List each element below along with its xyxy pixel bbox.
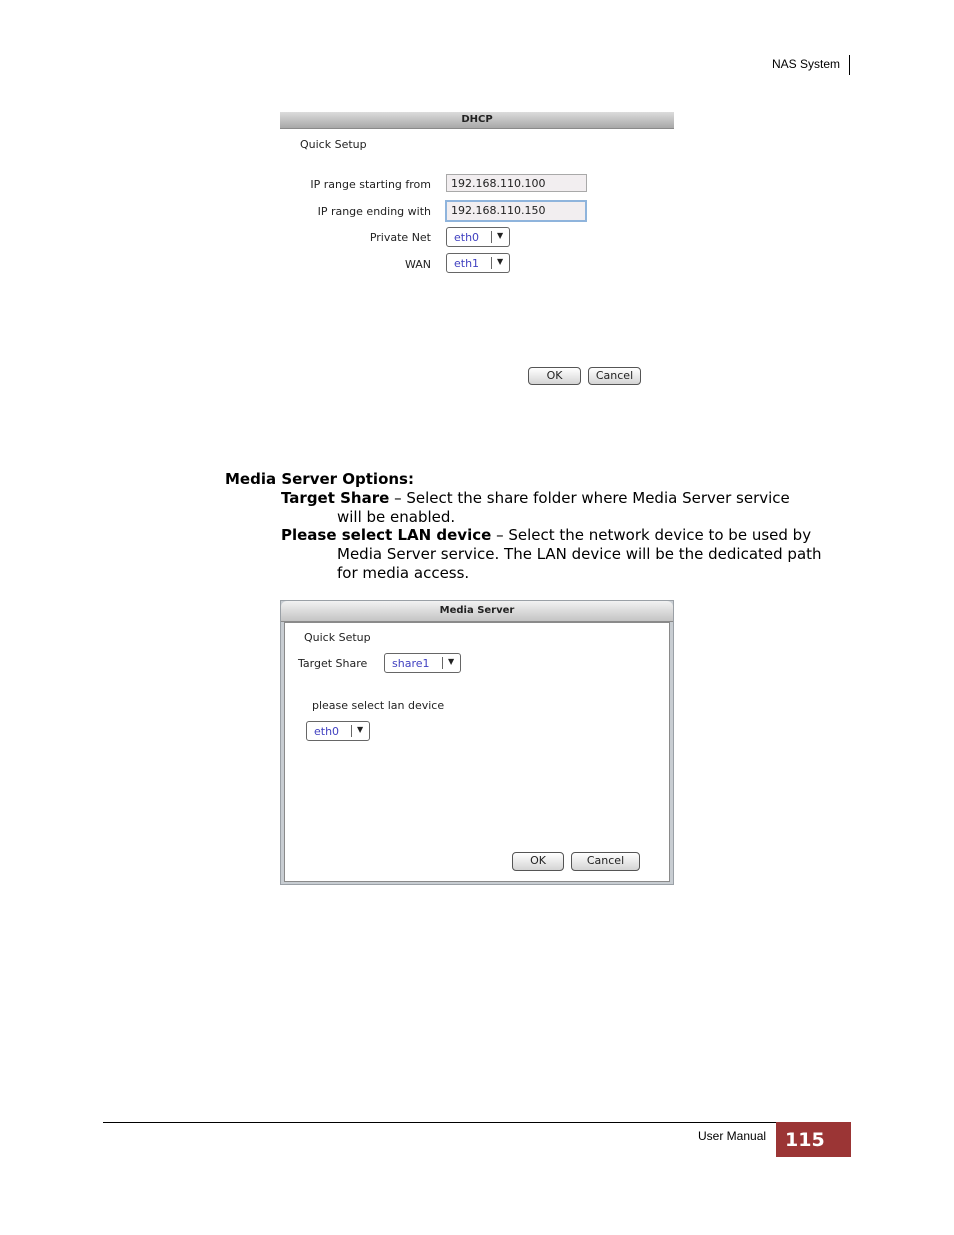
footer-label: User Manual <box>698 1129 767 1143</box>
private-net-select[interactable] <box>446 227 510 247</box>
chevron-down-icon: ▼ <box>357 725 364 734</box>
ip-start-label: IP range starting from <box>310 178 431 191</box>
footer-rule <box>103 1122 851 1123</box>
wan-value: eth1 <box>454 257 480 270</box>
target-share-description-cont: will be enabled. <box>337 508 456 526</box>
ip-end-label: IP range ending with <box>317 205 431 218</box>
wan-select[interactable] <box>446 253 510 273</box>
section-heading: Media Server Options: <box>225 470 414 488</box>
lan-device-select[interactable] <box>306 721 370 741</box>
media-server-dialog <box>280 600 674 885</box>
wan-label: WAN <box>404 258 431 271</box>
target-share-select[interactable] <box>384 653 461 673</box>
lan-device-description-end: for media access. <box>337 564 470 582</box>
target-share-label: Target Share <box>298 657 368 670</box>
ip-end-input[interactable]: 192.168.110.150 <box>445 200 587 222</box>
target-share-description: Target Share – Select the share folder where Media Server service <box>281 489 790 507</box>
header-divider <box>849 55 850 75</box>
cancel-button[interactable]: Cancel <box>571 852 640 871</box>
media-server-title: Media Server <box>281 601 673 622</box>
lan-device-value: eth0 <box>314 725 340 738</box>
chevron-down-icon: ▼ <box>448 657 455 666</box>
ip-start-input[interactable]: 192.168.110.100 <box>446 174 587 192</box>
ok-button[interactable]: OK <box>528 367 581 385</box>
private-net-value: eth0 <box>454 231 480 244</box>
chevron-down-icon: ▼ <box>497 257 504 266</box>
page-header <box>740 55 850 75</box>
dhcp-dialog <box>280 112 674 402</box>
cancel-button[interactable]: Cancel <box>588 367 641 385</box>
header-title: NAS System <box>771 57 840 71</box>
dhcp-section-label: Quick Setup <box>300 138 367 151</box>
media-section-label: Quick Setup <box>304 631 371 644</box>
lan-device-description-cont: Media Server service. The LAN device will be the dedicated path <box>337 545 822 563</box>
target-share-value: share1 <box>392 657 430 670</box>
chevron-down-icon: ▼ <box>497 231 504 240</box>
target-share-term: Target Share <box>281 489 390 507</box>
lan-device-term: Please select LAN device <box>281 526 492 544</box>
dhcp-dialog-title: DHCP <box>280 112 674 129</box>
ok-button[interactable]: OK <box>512 852 564 871</box>
lan-device-label: please select lan device <box>312 699 445 712</box>
page-number: 115 <box>776 1122 851 1157</box>
private-net-label: Private Net <box>369 231 431 244</box>
media-server-body <box>284 622 670 882</box>
lan-device-description: Please select LAN device – Select the network device to be used by <box>281 526 812 544</box>
